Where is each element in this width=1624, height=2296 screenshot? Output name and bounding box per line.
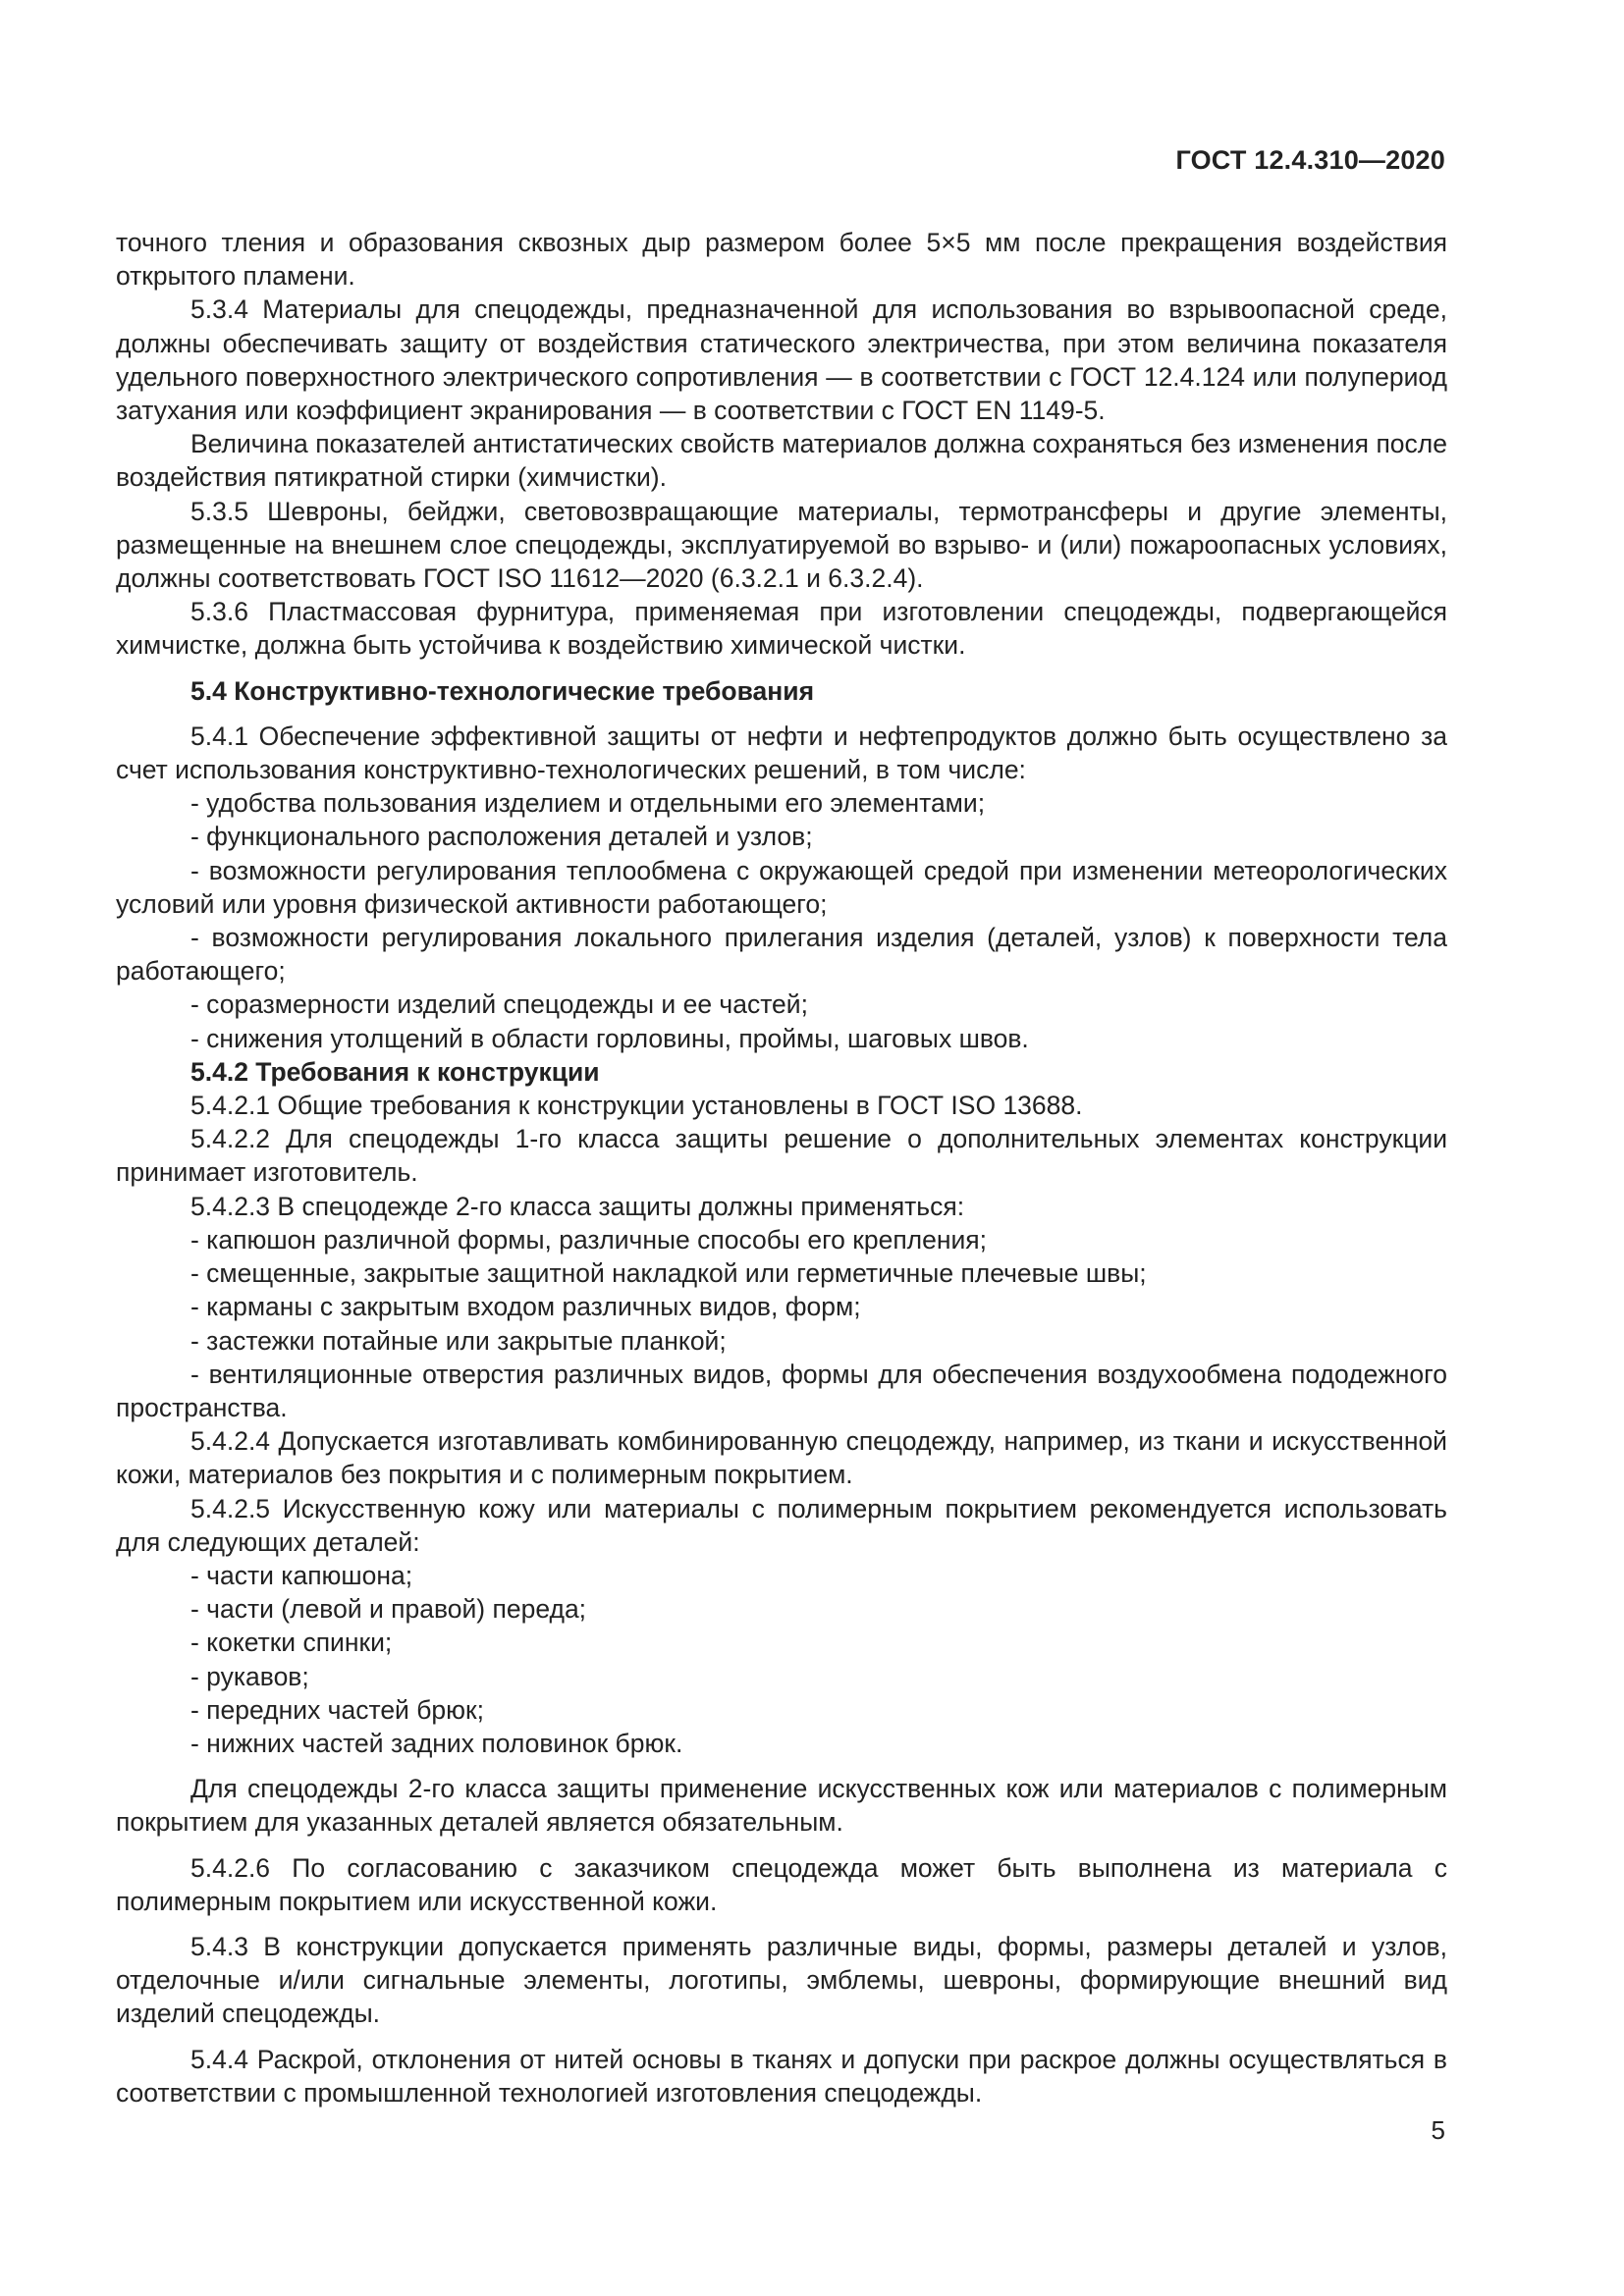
list-item: - части (левой и правой) переда; xyxy=(190,1594,587,1625)
list-item: - вентиляционные отверстия различных видов, формы для обеспечения воздухообмена пододежного пространства. xyxy=(116,1359,1447,1422)
section-heading-5-4-2: 5.4.2 Требования к конструкции xyxy=(190,1056,600,1087)
section-heading-5-4: 5.4 Конструктивно-технологические требования xyxy=(190,675,815,706)
list-item: - снижения утолщений в области горловины, проймы, шаговых швов. xyxy=(190,1023,1029,1053)
list-item: - кокетки спинки; xyxy=(190,1628,393,1658)
list-item: - нижних частей задних половинок брюк. xyxy=(190,1728,683,1758)
paragraph-5-3-5: 5.3.5 Шевроны, бейджи, световозвращающие материалы, термотрансферы и другие элементы, размещенные на внешнем слое спецодежды, эксплуатируемой во взрыво- и (или) пожароопасных условиях, должны соответствовать ГОСТ ISO 11612—2020 (6.3.2.1 и 6.3.2.4). xyxy=(116,496,1447,594)
paragraph-5-4-2-6: 5.4.2.6 По согласованию с заказчиком спецодежда может быть выполнена из материала с полимерным покрытием или искусственной кожи. xyxy=(116,1852,1447,1916)
paragraph-class-2-note: Для спецодежды 2-го класса защиты применение искусственных кож или материалов с полимерным покрытием для указанных деталей является обязательным. xyxy=(116,1774,1447,1838)
paragraph-5-4-2-5: 5.4.2.5 Искусственную кожу или материалы с полимерным покрытием рекомендуется использовать для следующих деталей: xyxy=(116,1493,1447,1557)
paragraph-5-4-1: 5.4.1 Обеспечение эффективной защиты от нефти и нефтепродуктов должно быть осуществлено за счет использования конструктивно-технологических решений, в том числе: xyxy=(116,721,1447,785)
list-item: - возможности регулирования локального прилегания изделия (деталей, узлов) к поверхности тела работающего; xyxy=(116,923,1447,987)
list-item: - функционального расположения деталей и узлов; xyxy=(190,822,813,852)
list-item: - капюшон различной формы, различные способы его крепления; xyxy=(190,1224,988,1255)
list-item: - смещенные, закрытые защитной накладкой или герметичные плечевые швы; xyxy=(190,1258,1147,1289)
paragraph-5-3-6: 5.3.6 Пластмассовая фурнитура, применяемая при изготовлении спецодежды, подвергающейся химчистке, должна быть устойчива к воздействию химической чистки. xyxy=(116,597,1447,661)
standard-header: ГОСТ 12.4.310—2020 xyxy=(1175,145,1445,175)
list-item: - удобства пользования изделием и отдельными его элементами; xyxy=(190,788,986,819)
paragraph-continuation: точного тления и образования сквозных дыр размером более 5×5 мм после прекращения воздействия открытого пламени. xyxy=(116,228,1447,292)
list-item: - соразмерности изделий спецодежды и ее частей; xyxy=(190,989,808,1020)
paragraph-5-4-2-4: 5.4.2.4 Допускается изготавливать комбинированную спецодежду, например, из ткани и искусственной кожи, материалов без покрытия и с полимерным покрытием. xyxy=(116,1426,1447,1490)
paragraph-antistatic: Величина показателей антистатических свойств материалов должна сохраняться без изменения после воздействия пятикратной стирки (химчистки). xyxy=(116,429,1447,493)
list-item: - передних частей брюк; xyxy=(190,1694,484,1725)
list-item: - возможности регулирования теплообмена с окружающей средой при изменении метеорологических условий или уровня физической активности работающего; xyxy=(116,855,1447,919)
list-item: - карманы с закрытым входом различных видов, форм; xyxy=(190,1292,861,1322)
list-item: - рукавов; xyxy=(190,1661,309,1691)
paragraph-5-4-2-2: 5.4.2.2 Для спецодежды 1-го класса защиты решение о дополнительных элементах конструкции принимает изготовитель. xyxy=(116,1124,1447,1188)
paragraph-5-4-4: 5.4.4 Раскрой, отклонения от нитей основы в тканях и допуски при раскрое должны осуществляться в соответствии с промышленной технологией изготовления спецодежды. xyxy=(116,2044,1447,2108)
document-body xyxy=(116,226,1447,2109)
paragraph-5-4-2-3: 5.4.2.3 В спецодежде 2-го класса защиты должны применяться: xyxy=(190,1191,965,1221)
paragraph-5-3-4: 5.3.4 Материалы для спецодежды, предназначенной для использования во взрывоопасной среде, должны обеспечивать защиту от воздействия статического электричества, при этом величина показателя удельного поверхностного электрического сопротивления — в соответствии с ГОСТ 12.4.124 или полупериод затухания или коэффициент экранирования — в соответствии с ГОСТ EN 1149-5. xyxy=(116,294,1447,426)
list-item: - застежки потайные или закрытые планкой; xyxy=(190,1325,727,1356)
paragraph-5-4-3: 5.4.3 В конструкции допускается применять различные виды, формы, размеры деталей и узлов, отделочные и/или сигнальные элементы, логотипы, эмблемы, шевроны, формирующие внешний вид изделий спецодежды. xyxy=(116,1931,1447,2029)
paragraph-5-4-2-1: 5.4.2.1 Общие требования к конструкции установлены в ГОСТ ISO 13688. xyxy=(190,1091,1083,1121)
page-number: 5 xyxy=(1431,2115,1445,2145)
list-item: - части капюшона; xyxy=(190,1560,413,1590)
